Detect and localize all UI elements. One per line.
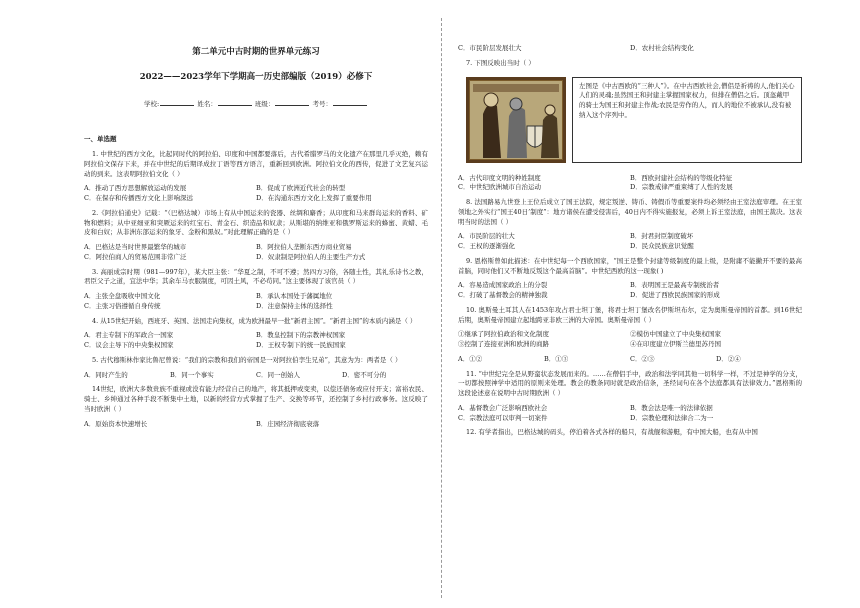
question-10: 10. 奥斯曼土耳其人在1453年攻占君士坦丁堡，将君士坦丁堡改名伊斯坦布尔，定为奥斯曼帝国的首都。到16世纪后期，奥斯曼帝国建立起地跨亚非欧三洲的大帝国。奥斯曼帝国（ ） [458,305,802,324]
school-label: 学校: [144,99,160,108]
statement-item: ②模仿中国建立了中央集权国家 [630,330,721,339]
option: A．基督教会广泛影响西欧社会 [458,403,548,412]
option: C．议会主导下的中央集权国家 [84,341,174,349]
question-5: 5. 古代穆斯林作家比鲁尼曾说：“我们的宗教和我们的帝国是一对阿拉伯孪生兄弟”，其意为为：两者是（ ） [92,355,402,364]
question-3: 3. 高丽成宗时期（981—997年），某大臣主张：“华夏之制，不可不遵；然四方习俗，各随土性，其礼乐诗书之教，君臣父子之道，宜法中华；其余车马衣服制度，可因土风，不必苟同。”这主要体现了该官员（ ） [84,267,428,286]
option: C．主张习俗遵循自身传统 [84,301,161,310]
three-estates-illustration [466,77,566,163]
class-label: 班级： [254,99,275,108]
option: D．农村社会结构变化 [630,44,694,52]
option: B．封君封臣制度破坏 [630,232,694,241]
statement-item: ④在印度建立伊斯兰德里苏丹国 [630,340,721,348]
section-heading: 一、单选题 [84,135,117,144]
question-1: 1. 中世纪的西方文化，比起同时代的阿拉伯、印度和中国都要落后，古代希腊罗马的文化遗产在那里几乎灭绝，赖有阿拉伯文保存下来，并在中世纪的后期译成拉丁语等西方语言，重新回到欧洲。阿拉伯文化的西传，促进了文艺复兴运动的到来。这表明阿拉伯文化（ ） [84,150,428,178]
three-estates-image [469,80,563,160]
exam-subtitle: 2022——2023学年下学期高一历史部编版（2019）必修下 [139,71,373,82]
option: A．①② [458,354,483,363]
option: C．②③ [630,354,655,363]
option: B．庄园经济彻底衰落 [256,419,320,428]
question-6-options-cont [458,44,802,54]
question-8-options [458,232,802,252]
option: D．宗教戒律严重束缚了人性的发展 [630,183,733,192]
option: D．王权专制下的统一民族国家 [256,341,346,349]
question-11-options [458,404,802,424]
question-9: 9. 恩格斯曾如此描述：在中世纪每一个西欧国家，“国王是整个封建等级制度的最上级，是附庸不能撇开不要的最高首脑，同时他们又不断地反叛这个最高首脑”。中世纪西欧的这一现象( ) [458,256,802,275]
option: D．注意保持主体的选择性 [256,301,333,310]
option: B．促成了欧洲近代社会的转型 [256,184,346,193]
column-divider [441,18,442,598]
option: D．密不可分的 [342,370,387,379]
class-blank [275,100,309,106]
question-6: 14世纪，欧洲大多数贵族不重视或没有能力经营自己的地产，将其抵押或变卖，以偿还债务或应付开支；富裕农民、骑士、乡绅通过各种手段不断集中土地，以新的经营方式掌握了生产、交换等环节，还控制了乡村行政事务。这反映了当时欧洲（ ） [84,385,428,413]
option: C．同一创始人 [256,370,300,379]
option: D．促进了西欧民族国家的形成 [630,291,720,299]
question-1-options [84,184,428,204]
exam-number-blank [333,100,367,106]
option: C．阿拉伯商人的贸易范围非常广泛 [84,252,187,261]
option: C．打破了基督教会的精神独裁 [458,291,548,299]
question-2: 2.《阿拉伯通史》记载：“（巴格达城）市场上有从中国运来的瓷器、丝绸和麝香；从印度和马来群岛运来的香料、矿物和燃料；从中亚细亚和突厥运来的红宝石、青金石、织造品和奴隶；从斯堪的纳维亚和俄罗斯运来的蜂蜜、黄蜡、毛皮和白奴；从非洲东部运来的象牙、金粉和黑奴。”对此理解正确的是（ ） [84,208,428,237]
option: A．同时产生的 [84,370,128,379]
option: D．宗教伦理和法律合二为一 [630,413,714,422]
question-4-options [84,331,428,351]
question-9-options [458,281,802,301]
statement-item: ①继承了阿拉伯政治和文化制度 [458,330,549,339]
option: A．市民阶层的壮大 [458,232,515,241]
question-10-items [458,330,802,350]
option: D．奴隶制是阿拉伯人的主要生产方式 [256,252,366,261]
option: A．巴格达是当时世界最繁华的城市 [84,243,187,251]
question-7: 7. 下图反映出当时（ ） [466,58,535,67]
option: B．教皇控制下的宗教神权国家 [256,331,346,340]
option: B．①③ [544,354,569,363]
school-blank [160,100,194,106]
exam-number-label: 考号： [312,99,332,108]
option: B．教会法是唯一的法律依据 [630,403,713,412]
option: B．表明国王是最高专制统治者 [630,281,720,290]
question-7-figure [458,75,802,169]
option: B．西欧封建社会结构的等级化特征 [630,173,733,182]
option: C．市民阶层发展壮大 [458,44,522,52]
right-column [458,0,802,608]
left-column [84,0,428,608]
option: A．君主专制下的军政合一国家 [84,331,174,340]
option: D．在沟通东西方文化上发挥了重要作用 [256,194,372,202]
option: A．原始资本快速增长 [84,419,148,428]
name-label: 姓名： [197,99,217,108]
question-6-options [84,420,428,430]
option: C．在保存和传播西方文化上影响深远 [84,194,193,202]
option: C．王权的逐渐强化 [458,242,515,250]
question-10-options [458,355,802,365]
question-3-options [84,292,428,312]
statement-item: ③控制了连接亚洲和欧洲的商路 [458,340,549,348]
question-8: 8. 法国路易九世登上王位后成立了国王法院，规定叛逆、铸币、铸假币等重要案件均必须经由王室法庭审理。在王室领地之外实行“国王40日’制度”：地方诸侯在遭受侵害后，40日内不得实施报复，必须上诉王室法庭，由国王裁决。这表明当时的法国（ ） [458,198,802,226]
question-4: 4. 从15世纪开始，西班牙、英国、法国走向集权，成为欧洲最早一批“新君主国”。“新君主国”的本质内涵是（ ） [92,316,417,325]
option: B．阿拉伯人垄断东西方商业贸易 [256,243,352,251]
question-5-options [84,371,428,381]
option: A．主张全盘吸收中国文化 [84,292,161,300]
exam-title: 第二单元中古时期的世界单元练习 [192,47,320,57]
option: D．②④ [716,354,741,363]
option: B．同一个事实 [170,370,214,379]
option: A．推动了西方思想解放运动的发展 [84,184,187,193]
question-7-description-box: 左图是《中古西欧的“三种人”》。在中古西欧社会,僧侣是祈祷的人,他们关心人们的灵魂;虽然国王和封建主掌握国家权力，但排在僧侣之后。顶盔戴甲的骑士为国王和封建主作战;农民是劳作的人，而人的地位不被承认,没有被纳入这个序列中。 [572,77,802,163]
student-info-line [84,100,428,110]
question-7-options [458,174,802,194]
option: C．中世纪欧洲城市自治运动 [458,183,541,192]
option: A．古代印度文明的种姓制度 [458,173,541,182]
question-12: 12. 有学者指出，巴格达城的码头，停泊着各式各样的船只，有战舰和游艇，有中国大船，也有从中国 [466,428,758,437]
option: A．容易造成国家政治上的分裂 [458,281,548,290]
option: C．宗教法庭可以审判一切案件 [458,413,548,422]
option: D．民众民族意识觉醒 [630,242,694,250]
option: B．承认本国处于藩属地位 [256,292,333,300]
question-2-options [84,243,428,263]
question-11: 11. “中世纪完全是从野蛮状态发展而来的。……在僧侣手中，政治和法学同其他一切科学一样，不过是神学的分支，一切都按照神学中适用的原则来处理。教会的教条同时就是政治信条，圣经词句在各个法庭都具有法律效力。”恩格斯的这段论述意在说明中古时期欧洲（ ） [458,369,802,397]
name-blank [218,100,252,106]
